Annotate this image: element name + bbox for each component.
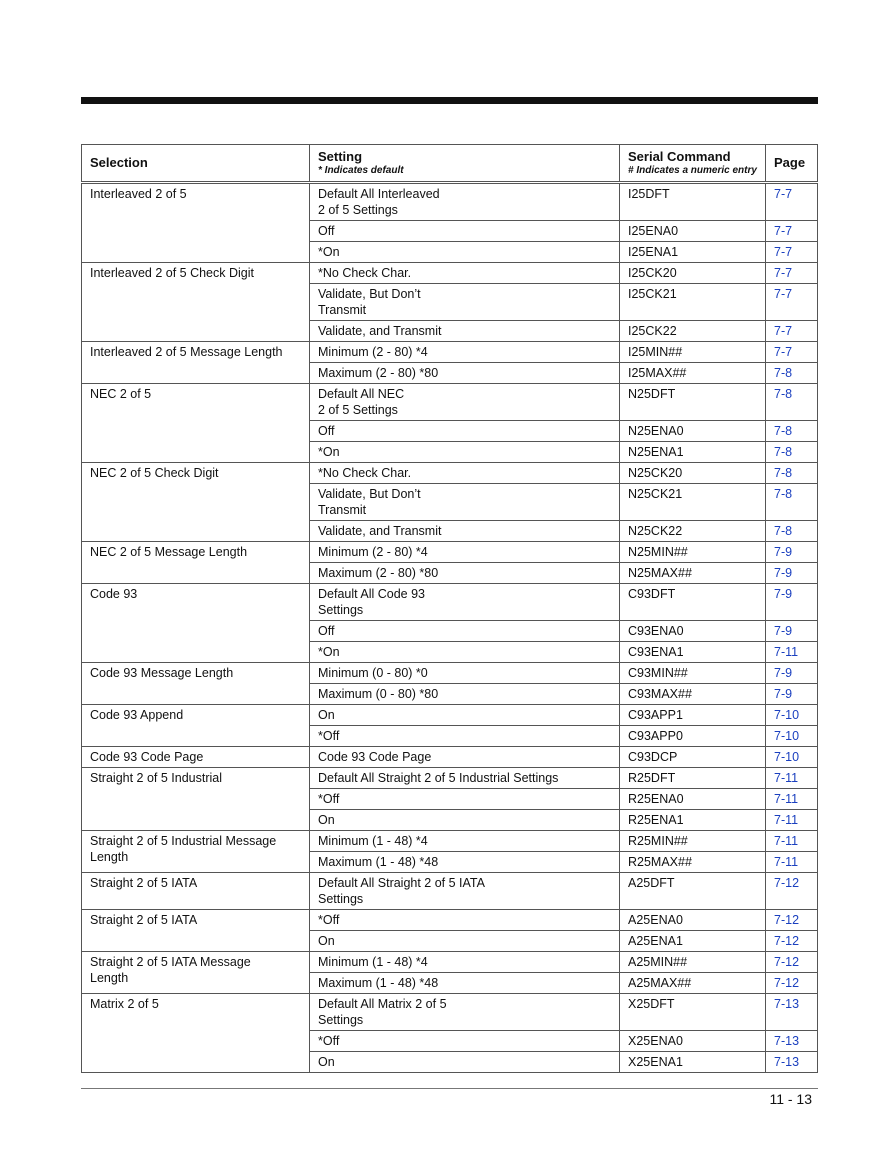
cell-selection: Code 93 Message Length bbox=[82, 663, 310, 705]
cell-page[interactable]: 7-8 bbox=[766, 484, 818, 521]
cell-serial-command: I25CK22 bbox=[620, 321, 766, 342]
cell-page[interactable]: 7-9 bbox=[766, 621, 818, 642]
cell-serial-command: R25MIN## bbox=[620, 831, 766, 852]
cell-serial-command: N25CK22 bbox=[620, 521, 766, 542]
cell-selection: Straight 2 of 5 IATA Message Length bbox=[82, 952, 310, 994]
cell-page[interactable]: 7-8 bbox=[766, 363, 818, 384]
cell-serial-command: C93DFT bbox=[620, 584, 766, 621]
cell-setting: Default All NEC 2 of 5 Settings bbox=[310, 384, 620, 421]
cell-serial-command: C93MIN## bbox=[620, 663, 766, 684]
header-setting-note: * Indicates default bbox=[318, 165, 404, 176]
cell-setting: Maximum (1 - 48) *48 bbox=[310, 852, 620, 873]
table-row bbox=[82, 584, 818, 621]
table-row bbox=[82, 831, 818, 852]
cell-serial-command: X25ENA0 bbox=[620, 1031, 766, 1052]
header-setting bbox=[310, 145, 620, 183]
cell-setting: *Off bbox=[310, 726, 620, 747]
cell-serial-command: A25MAX## bbox=[620, 973, 766, 994]
cell-setting: On bbox=[310, 1052, 620, 1073]
cell-page[interactable]: 7-12 bbox=[766, 952, 818, 973]
header-serial-command-label: Serial Command bbox=[628, 149, 731, 164]
cell-setting: Default All Straight 2 of 5 Industrial Settings bbox=[310, 768, 620, 789]
cell-selection: Code 93 bbox=[82, 584, 310, 663]
cell-selection: Straight 2 of 5 Industrial bbox=[82, 768, 310, 831]
cell-page[interactable]: 7-7 bbox=[766, 242, 818, 263]
cell-setting: Off bbox=[310, 621, 620, 642]
serial-command-table bbox=[81, 144, 818, 1073]
cell-page[interactable]: 7-7 bbox=[766, 263, 818, 284]
header-setting-label: Setting bbox=[318, 149, 363, 164]
cell-setting: Validate, But Don’t Transmit bbox=[310, 284, 620, 321]
cell-page[interactable]: 7-12 bbox=[766, 931, 818, 952]
cell-setting: Validate, But Don’t Transmit bbox=[310, 484, 620, 521]
cell-page[interactable]: 7-12 bbox=[766, 910, 818, 931]
cell-setting: Maximum (1 - 48) *48 bbox=[310, 973, 620, 994]
cell-page[interactable]: 7-11 bbox=[766, 831, 818, 852]
cell-page[interactable]: 7-9 bbox=[766, 663, 818, 684]
cell-setting: *Off bbox=[310, 789, 620, 810]
cell-setting: Minimum (0 - 80) *0 bbox=[310, 663, 620, 684]
cell-serial-command: C93APP0 bbox=[620, 726, 766, 747]
cell-setting: Default All Matrix 2 of 5 Settings bbox=[310, 994, 620, 1031]
cell-serial-command: A25ENA1 bbox=[620, 931, 766, 952]
cell-serial-command: N25CK21 bbox=[620, 484, 766, 521]
cell-setting: *On bbox=[310, 642, 620, 663]
cell-page[interactable]: 7-8 bbox=[766, 384, 818, 421]
cell-setting: Minimum (1 - 48) *4 bbox=[310, 831, 620, 852]
cell-page[interactable]: 7-8 bbox=[766, 421, 818, 442]
table-body bbox=[82, 183, 818, 1073]
cell-selection: Straight 2 of 5 IATA bbox=[82, 910, 310, 952]
table-row bbox=[82, 873, 818, 910]
cell-selection: Interleaved 2 of 5 Message Length bbox=[82, 342, 310, 384]
cell-selection: Code 93 Code Page bbox=[82, 747, 310, 768]
cell-serial-command: I25ENA0 bbox=[620, 221, 766, 242]
cell-serial-command: N25DFT bbox=[620, 384, 766, 421]
cell-setting: *No Check Char. bbox=[310, 463, 620, 484]
table-row bbox=[82, 263, 818, 284]
cell-setting: On bbox=[310, 931, 620, 952]
cell-setting: *Off bbox=[310, 910, 620, 931]
cell-serial-command: I25MAX## bbox=[620, 363, 766, 384]
cell-selection: Straight 2 of 5 Industrial Message Length bbox=[82, 831, 310, 873]
cell-page[interactable]: 7-7 bbox=[766, 321, 818, 342]
cell-serial-command: R25ENA0 bbox=[620, 789, 766, 810]
table-row bbox=[82, 342, 818, 363]
cell-setting: Default All Code 93 Settings bbox=[310, 584, 620, 621]
table-row bbox=[82, 705, 818, 726]
table-row bbox=[82, 663, 818, 684]
cell-setting: Minimum (1 - 48) *4 bbox=[310, 952, 620, 973]
cell-serial-command: N25MAX## bbox=[620, 563, 766, 584]
table-header-row bbox=[82, 145, 818, 183]
cell-serial-command: I25CK20 bbox=[620, 263, 766, 284]
cell-serial-command: C93MAX## bbox=[620, 684, 766, 705]
cell-serial-command: R25DFT bbox=[620, 768, 766, 789]
page-number: 11 - 13 bbox=[769, 1091, 812, 1107]
cell-serial-command: C93ENA1 bbox=[620, 642, 766, 663]
cell-setting: Code 93 Code Page bbox=[310, 747, 620, 768]
cell-serial-command: N25CK20 bbox=[620, 463, 766, 484]
cell-selection: Code 93 Append bbox=[82, 705, 310, 747]
cell-page[interactable]: 7-11 bbox=[766, 789, 818, 810]
cell-selection: Straight 2 of 5 IATA bbox=[82, 873, 310, 910]
cell-page[interactable]: 7-9 bbox=[766, 684, 818, 705]
cell-page[interactable]: 7-9 bbox=[766, 584, 818, 621]
cell-serial-command: I25ENA1 bbox=[620, 242, 766, 263]
bottom-rule bbox=[81, 1088, 818, 1089]
cell-serial-command: N25ENA0 bbox=[620, 421, 766, 442]
cell-serial-command: I25CK21 bbox=[620, 284, 766, 321]
cell-page[interactable]: 7-12 bbox=[766, 873, 818, 910]
cell-page[interactable]: 7-11 bbox=[766, 768, 818, 789]
table-row bbox=[82, 463, 818, 484]
cell-page[interactable]: 7-9 bbox=[766, 542, 818, 563]
cell-serial-command: X25ENA1 bbox=[620, 1052, 766, 1073]
cell-page[interactable]: 7-11 bbox=[766, 852, 818, 873]
cell-page[interactable]: 7-13 bbox=[766, 1031, 818, 1052]
cell-setting: *Off bbox=[310, 1031, 620, 1052]
cell-setting: On bbox=[310, 705, 620, 726]
cell-page[interactable]: 7-8 bbox=[766, 521, 818, 542]
cell-page[interactable]: 7-7 bbox=[766, 342, 818, 363]
cell-setting: Maximum (0 - 80) *80 bbox=[310, 684, 620, 705]
cell-serial-command: A25ENA0 bbox=[620, 910, 766, 931]
cell-page[interactable]: 7-7 bbox=[766, 284, 818, 321]
cell-setting: Validate, and Transmit bbox=[310, 521, 620, 542]
cell-serial-command: C93ENA0 bbox=[620, 621, 766, 642]
cell-setting: Maximum (2 - 80) *80 bbox=[310, 563, 620, 584]
cell-serial-command: A25MIN## bbox=[620, 952, 766, 973]
table-row bbox=[82, 768, 818, 789]
cell-page[interactable]: 7-8 bbox=[766, 442, 818, 463]
cell-serial-command: N25MIN## bbox=[620, 542, 766, 563]
cell-serial-command: I25DFT bbox=[620, 183, 766, 221]
cell-page[interactable]: 7-10 bbox=[766, 726, 818, 747]
cell-page[interactable]: 7-10 bbox=[766, 747, 818, 768]
cell-selection: Interleaved 2 of 5 Check Digit bbox=[82, 263, 310, 342]
cell-selection: NEC 2 of 5 Message Length bbox=[82, 542, 310, 584]
table-row bbox=[82, 952, 818, 973]
cell-serial-command: X25DFT bbox=[620, 994, 766, 1031]
table-row bbox=[82, 994, 818, 1031]
cell-setting: Off bbox=[310, 221, 620, 242]
header-selection: Selection bbox=[82, 145, 310, 183]
cell-setting: On bbox=[310, 810, 620, 831]
cell-page[interactable]: 7-13 bbox=[766, 994, 818, 1031]
cell-selection: Interleaved 2 of 5 bbox=[82, 183, 310, 263]
cell-page[interactable]: 7-13 bbox=[766, 1052, 818, 1073]
cell-setting: Maximum (2 - 80) *80 bbox=[310, 363, 620, 384]
cell-setting: Default All Straight 2 of 5 IATA Settings bbox=[310, 873, 620, 910]
cell-page[interactable]: 7-7 bbox=[766, 183, 818, 221]
cell-setting: Minimum (2 - 80) *4 bbox=[310, 342, 620, 363]
cell-setting: Off bbox=[310, 421, 620, 442]
header-serial-command-note: # Indicates a numeric entry bbox=[628, 165, 757, 176]
cell-setting: Minimum (2 - 80) *4 bbox=[310, 542, 620, 563]
cell-page[interactable]: 7-11 bbox=[766, 810, 818, 831]
table-row bbox=[82, 542, 818, 563]
top-rule bbox=[81, 97, 818, 104]
cell-page[interactable]: 7-8 bbox=[766, 463, 818, 484]
cell-setting: *On bbox=[310, 442, 620, 463]
cell-serial-command: R25ENA1 bbox=[620, 810, 766, 831]
cell-page[interactable]: 7-10 bbox=[766, 705, 818, 726]
cell-page[interactable]: 7-7 bbox=[766, 221, 818, 242]
table-row bbox=[82, 747, 818, 768]
table-row bbox=[82, 183, 818, 221]
table-row bbox=[82, 384, 818, 421]
cell-selection: Matrix 2 of 5 bbox=[82, 994, 310, 1073]
table-row bbox=[82, 910, 818, 931]
cell-setting: *On bbox=[310, 242, 620, 263]
cell-serial-command: C93APP1 bbox=[620, 705, 766, 726]
cell-serial-command: R25MAX## bbox=[620, 852, 766, 873]
cell-setting: Default All Interleaved 2 of 5 Settings bbox=[310, 183, 620, 221]
cell-setting: *No Check Char. bbox=[310, 263, 620, 284]
cell-setting: Validate, and Transmit bbox=[310, 321, 620, 342]
cell-selection: NEC 2 of 5 bbox=[82, 384, 310, 463]
cell-serial-command: N25ENA1 bbox=[620, 442, 766, 463]
cell-page[interactable]: 7-11 bbox=[766, 642, 818, 663]
cell-page[interactable]: 7-9 bbox=[766, 563, 818, 584]
cell-serial-command: A25DFT bbox=[620, 873, 766, 910]
header-page: Page bbox=[766, 145, 818, 183]
cell-serial-command: C93DCP bbox=[620, 747, 766, 768]
cell-serial-command: I25MIN## bbox=[620, 342, 766, 363]
header-serial-command bbox=[620, 145, 766, 183]
cell-selection: NEC 2 of 5 Check Digit bbox=[82, 463, 310, 542]
cell-page[interactable]: 7-12 bbox=[766, 973, 818, 994]
